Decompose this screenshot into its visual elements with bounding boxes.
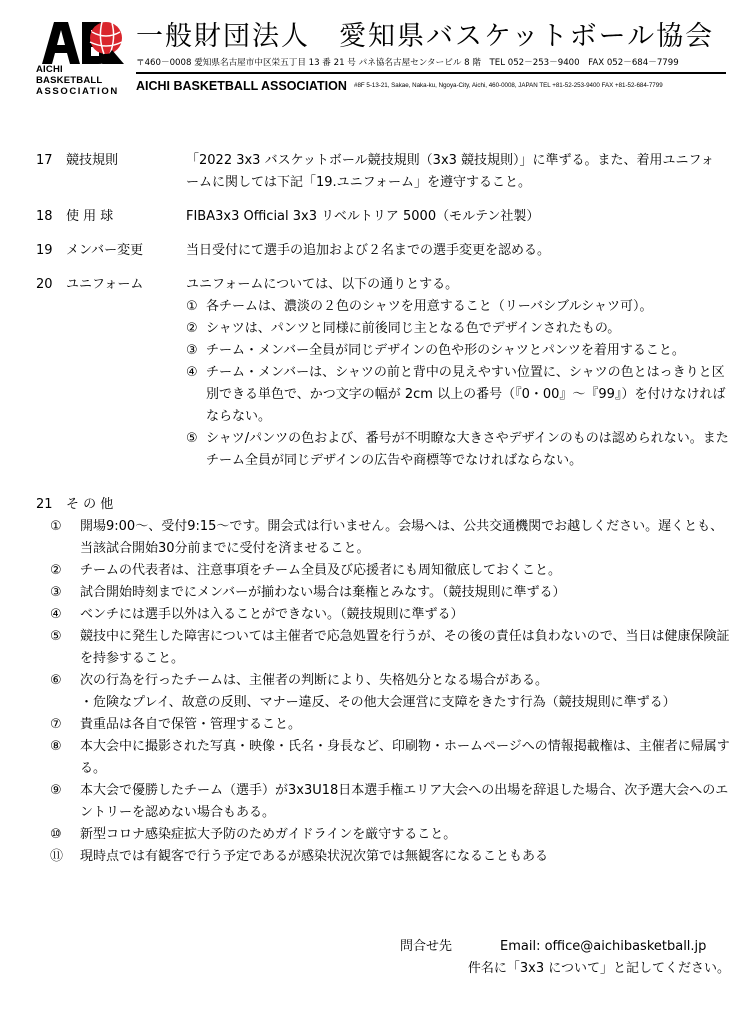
item-text: 本大会で優勝したチーム（選手）が3x3U18日本選手権エリア大会への出場を辞退した場合、次予選大会へのエントリーを認めない場合もある。: [80, 783, 729, 820]
item-text: シャツ/パンツの色および、番号が不明瞭な大きさやデザインのものは認められない。またチーム全員が同じデザインの広告や商標等でなければならない。: [206, 431, 729, 468]
item-marker: ④: [186, 365, 198, 380]
item-text: チーム・メンバーは、シャツの前と背中の見えやすい位置に、シャツの色とはっきりと区別できる単色で、かつ文字の幅が 2cm 以上の番号（『0・00』～『99』）を付けなければならない。: [206, 365, 726, 424]
list-item: [186, 296, 736, 318]
section-text: 「2022 3x3 バスケットボール競技規則（3x3 競技規則）」に準ずる。また、着用ユニフォ: [186, 153, 714, 168]
list-item: [50, 604, 736, 626]
list-item: [50, 516, 736, 560]
item-text: 各チームは、濃淡の２色のシャツを用意すること（リーバシブルシャツ可）。: [206, 299, 653, 314]
contact-email[interactable]: Email: office@aichibasketball.jp: [500, 939, 707, 954]
letterhead: [36, 20, 726, 98]
section-text: 当日受付にて選手の追加および２名までの選手変更を認める。: [186, 243, 551, 258]
organization-address: 〒460－0008 愛知県名古屋市中区栄五丁目 13 番 21 号 パネ協名古屋センタービル 8 階 TEL 052－253－9400 FAX 052－684－7799: [136, 58, 679, 68]
section-text: FIBA3x3 Official 3x3 リベルトリア 5000（モルテン社製）: [186, 209, 540, 224]
list-item: [50, 626, 736, 670]
document-body: [36, 150, 736, 880]
list-item: [186, 362, 736, 428]
header-divider: [136, 72, 726, 74]
organization-name-en: AICHI BASKETBALL ASSOCIATION: [136, 79, 347, 93]
contact-info: [400, 936, 706, 958]
item-text: 試合開始時刻までにメンバーが揃わない場合は棄権とみなす。（競技規則に準ずる）: [80, 585, 566, 600]
item-text: 競技中に発生した障害については主催者で応急処置を行うが、その後の責任は負わないので、当日は健康保険証を持参すること。: [80, 629, 730, 666]
contact-note: 件名に「3x3 について」と記してください。: [467, 961, 730, 976]
item-subtext: ・危険なプレイ、故意の反則、マナー違反、その他大会運営に支障をきたす行為（競技規則に準ずる）: [80, 695, 676, 710]
item-text: 現時点では有観客で行う予定であるが感染状況次第では無観客になることもある: [80, 849, 549, 864]
logo-text-line1: AICHI BASKETBALL: [36, 64, 103, 86]
organization-address-en: #8F 5-13-21, Sakae, Naka-ku, Ngoya-City, Aichi, 460-0008, JAPAN TEL +81-52-253-9400 FAX +81-52-684-7799: [354, 82, 663, 89]
item-text: シャツは、パンツと同様に前後同じ主となる色でデザインされたもの。: [206, 321, 621, 336]
section-number: 19: [36, 243, 53, 258]
item-marker: ⑪: [50, 849, 64, 864]
list-item: [50, 824, 736, 846]
item-marker: ④: [50, 607, 62, 622]
list-item: [50, 714, 736, 736]
section-intro: ユニフォームについては、以下の通りとする。: [186, 277, 459, 292]
item-text: ベンチには選手以外は入ることができない。（競技規則に準ずる）: [80, 607, 464, 622]
list-item: [50, 846, 736, 868]
other-rules-list: [36, 516, 736, 868]
section-label: そ の 他: [66, 497, 114, 512]
section-label: メンバー変更: [66, 243, 144, 258]
list-item: [50, 670, 736, 714]
uniform-rules-list: [186, 296, 736, 472]
item-marker: ⑤: [50, 629, 62, 644]
item-marker: ①: [186, 299, 198, 314]
section-20-uniform: [36, 274, 736, 472]
list-item: [50, 780, 736, 824]
list-item: [186, 340, 736, 362]
section-21-other: [36, 494, 736, 868]
item-marker: ②: [186, 321, 198, 336]
section-17: [36, 150, 736, 194]
item-marker: ③: [186, 343, 198, 358]
item-marker: ①: [50, 519, 62, 534]
item-text: チーム・メンバー全員が同じデザインの色や形のシャツとパンツを着用すること。: [206, 343, 685, 358]
item-marker: ②: [50, 563, 62, 578]
item-marker: ⑧: [50, 739, 62, 754]
item-text: チームの代表者は、注意事項をチーム全員及び応援者にも周知徹底しておくこと。: [80, 563, 562, 578]
item-text: 本大会中に撮影された写真・映像・氏名・身長など、印刷物・ホームページへの情報掲載権は、主催者に帰属する。: [80, 739, 730, 776]
list-item: [50, 560, 736, 582]
item-marker: ⑥: [50, 673, 62, 688]
logo-text-line2: ASSOCIATION: [36, 86, 119, 97]
list-item: [186, 428, 736, 472]
item-marker: ③: [50, 585, 62, 600]
section-19: [36, 240, 736, 262]
list-item: [186, 318, 736, 340]
contact-label: 問合せ先: [400, 939, 453, 954]
section-label: 使 用 球: [66, 209, 114, 224]
organization-title: 一般財団法人 愛知県バスケットボール協会: [136, 21, 715, 52]
section-number: 21: [36, 497, 53, 512]
item-marker: ⑤: [186, 431, 198, 446]
aba-logo-mark: [42, 20, 124, 64]
association-logo: [36, 20, 128, 97]
item-text: 開場9:00～、受付9:15～です。開会式は行いません。会場へは、公共交通機関でお越しください。遅くとも、当該試合開始30分前までに受付を済ませること。: [80, 519, 724, 556]
item-marker: ⑦: [50, 717, 62, 732]
section-number: 17: [36, 153, 53, 168]
item-text: 次の行為を行ったチームは、主催者の判断により、失格処分となる場合がある。: [80, 673, 549, 688]
section-number: 20: [36, 277, 53, 292]
item-text: 貴重品は各自で保管・管理すること。: [80, 717, 302, 732]
list-item: [50, 582, 736, 604]
list-item: [50, 736, 736, 780]
section-text: ームに関しては下記「19.ユニフォーム」を遵守すること。: [186, 175, 532, 190]
section-18: [36, 206, 736, 228]
section-label: ユニフォーム: [66, 277, 144, 292]
item-marker: ⑨: [50, 783, 62, 798]
item-marker: ⑩: [50, 827, 62, 842]
section-label: 競技規則: [66, 153, 119, 168]
item-text: 新型コロナ感染症拡大予防のためガイドラインを厳守すること。: [80, 827, 457, 842]
section-number: 18: [36, 209, 53, 224]
